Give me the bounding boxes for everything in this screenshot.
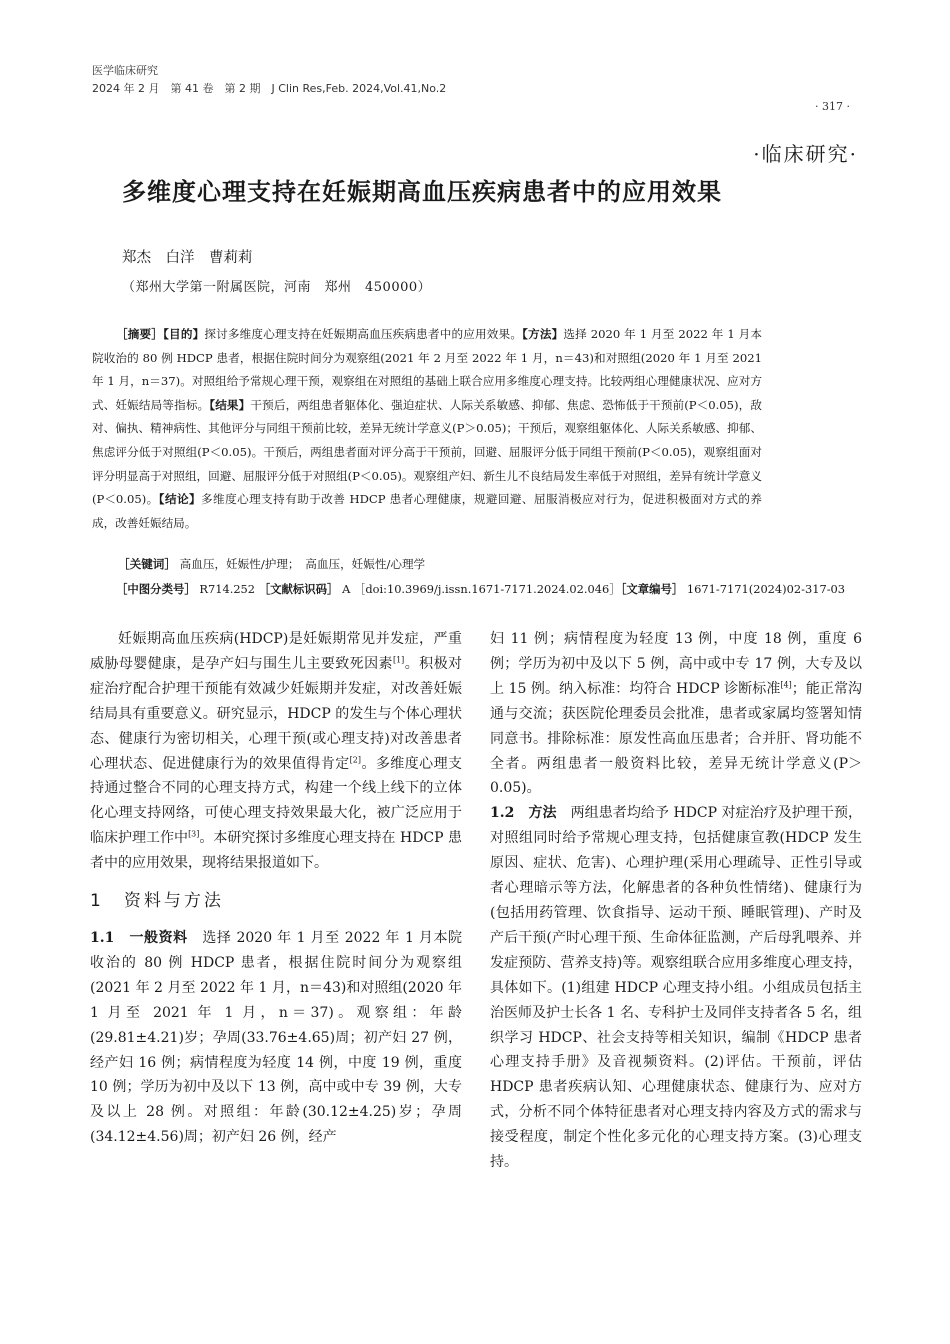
- doi: ［doi:10.3969/j.issn.1671-7171.2024.02.046］: [353, 582, 621, 596]
- subsection-heading: 1.1 一般资料: [90, 929, 188, 946]
- objective-text: 探讨多维度心理支持在妊娠期高血压疾病患者中的应用效果。: [204, 327, 523, 341]
- methods-label: 【方法】: [522, 327, 564, 341]
- journal-name: 医学临床研究: [92, 64, 158, 77]
- results-label: 【结果】: [209, 397, 251, 412]
- abstract: [92, 323, 762, 535]
- article-number-value: 1671-7171(2024)02-317-03: [686, 582, 846, 596]
- citation-ref: [1]: [392, 655, 405, 665]
- doc-code-label: ［文献标识码］: [258, 582, 339, 596]
- conclusion-label: 【结论】: [158, 492, 202, 507]
- citation-ref: [3]: [188, 829, 200, 839]
- general-data-paragraph: 1.1 一般资料 选择 2020 年 1 月至 2022 年 1 月本院收治的 80 例 HDCP 患者，根据住院时间分为观察组(2021 年 2 月至 2022 年 1 月，n＝43)和对照组(2020 年 1 月至 2021 年 1 月，n＝37)。观察组：年龄(29.81±4.21)岁；孕周(33.76±4.65)周；初产妇 27 例，经产妇 16 例；病情程度为轻度 14 例，中度 19 例，重度 10 例；学历为初中及以下 13 例，高中或中专 39 例，大专及以上 28 例。对照组：年龄(30.12±4.25)岁；孕周(34.12±4.56)周；初产妇 26 例，经产: [90, 929, 463, 1146]
- conclusion-text: 多维度心理支持有助于改善 HDCP 患者心理健康，规避回避、屈服消极应对行为，促进积极面对方式的养成，改善妊娠结局。: [92, 492, 763, 530]
- affiliation: （郑州大学第一附属医院，河南 郑州 450000）: [122, 280, 432, 295]
- intro-paragraph: 妊娠期高血压疾病(HDCP)是妊娠期常见并发症，严重威胁母婴健康，是孕产妇与围生儿主要致死因素[1]。积极对症治疗配合护理干预能有效减少妊娠期并发症，对改善妊娠结局具有重要意义。研究显示，HDCP 的发生与个体心理状态、健康行为密切相关，心理干预(或心理支持)对改善患者心理状态、促进健康行为的效果值得肯定[2]。多维度心理支持通过整合不同的心理支持方式，构建一个线上线下的立体化心理支持网络，可使心理支持效果最大化，被广泛应用于临床护理工作中[3]。本研究探讨多维度心理支持在 HDCP 患者中的应用效果，现将结果报道如下。: [90, 631, 463, 872]
- doc-code-value: A: [342, 582, 351, 596]
- keywords-text: 高血压，妊娠性/护理； 高血压，妊娠性/心理学: [179, 557, 426, 571]
- keywords-label: ［关键词］: [118, 557, 176, 571]
- objective-label: 【目的】: [163, 327, 205, 341]
- abstract-label: ［摘要］: [116, 327, 164, 341]
- results-text: 干预后，两组患者躯体化、强迫症状、人际关系敏感、抑郁、焦虑、恐怖低于干预前(P＜0.05)，敌对、偏执、精神病性、其他评分与同组干预前比较，差异无统计学意义(P＞0.05)；干预后，观察组躯体化、人际关系敏感、抑郁、焦虑评分低于对照组(P＜0.05)。干预后，两组患者面对评分高于干预前，回避、屈服评分低于同组干预前(P＜0.05)，观察组面对评分明显高于对照组，回避、屈服评分低于对照组(P＜0.05)。观察组产妇、新生儿不良结局发生率低于对照组，差异有统计学意义(P＜0.05)。: [92, 397, 762, 507]
- clc-value: R714.252: [199, 582, 256, 596]
- column-label: ·临床研究·: [753, 142, 858, 166]
- methods-paragraph: 1.2 方法 两组患者均给予 HDCP 对症治疗及护理干预，对照组同时给予常规心理支持，包括健康宣教(HDCP 发生原因、症状、危害)、心理护理(采用心理疏导、正性引导或者心理暗示等方法，化解患者的各种负性情绪)、健康行为(包括用药管理、饮食指导、运动干预、睡眠管理)、产时及产后干预(产时心理干预、生命体征监测，产后母乳喂养、并发症预防、营养支持)等。观察组联合应用多维度心理支持，具体如下。(1)组建 HDCP 心理支持小组。小组成员包括主治医师及护士长各 1 名、专科护士及同伴支持者各 5 名，组织学习 HDCP、社会支持等相关知识，编制《HDCP 患者心理支持手册》及音视频资料。(2)评估。干预前，评估 HDCP 患者疾病认知、心理健康状态、健康行为、应对方式，分析不同个体特征患者对心理支持内容及方式的需求与接受程度，制定个性化多元化的心理支持方案。(3)心理支持。: [490, 805, 863, 1171]
- article-title: 多维度心理支持在妊娠期高血压疾病患者中的应用效果: [122, 178, 722, 206]
- clc-label: ［中图分类号］: [116, 582, 196, 596]
- section-heading: 1 资料与方法: [90, 891, 224, 912]
- issue-line: 2024 年 2 月 第 41 卷 第 2 期 J Clin Res,Feb. 2024,Vol.41,No.2: [92, 82, 447, 95]
- methods-text: 选择 2020 年 1 月至 2022 年 1 月本院收治的 80 例 HDCP 患者，根据住院时间分为观察组(2021 年 2 月至 2022 年 1 月，n＝43)和对照组(2020 年 1 月至 2021 年 1 月，n＝37)。对照组给予常规心理干预，观察组在对照组的基础上联合应用多维度心理支持。比较两组心理健康状况、应对方式、妊娠结局等指标。: [92, 327, 763, 412]
- right-column: [490, 627, 862, 1175]
- subsection-heading: 1.2 方法: [490, 805, 557, 822]
- criteria-paragraph: 妇 11 例；病情程度为轻度 13 例，中度 18 例，重度 6 例；学历为初中及以下 5 例，高中或中专 17 例，大专及以上 15 例。纳入标准：均符合 HDCP 诊断标准[4]；能正常沟通与交流；获医院伦理委员会批准，患者或家属均签署知情同意书。排除标准：原发性高血压患者；合并肝、肾功能不全者。两组患者一般资料比较，差异无统计学意义(P＞0.05)。: [490, 631, 863, 797]
- left-column: [90, 627, 462, 1150]
- citation-ref: [2]: [349, 754, 362, 764]
- page-number: · 317 ·: [815, 100, 850, 113]
- article-number-label: ［文章编号］: [620, 582, 684, 596]
- authors: 郑杰 白洋 曹莉莉: [122, 250, 253, 266]
- classification-line: [116, 581, 845, 597]
- citation-ref: [4]: [780, 680, 792, 690]
- keywords: [118, 556, 425, 572]
